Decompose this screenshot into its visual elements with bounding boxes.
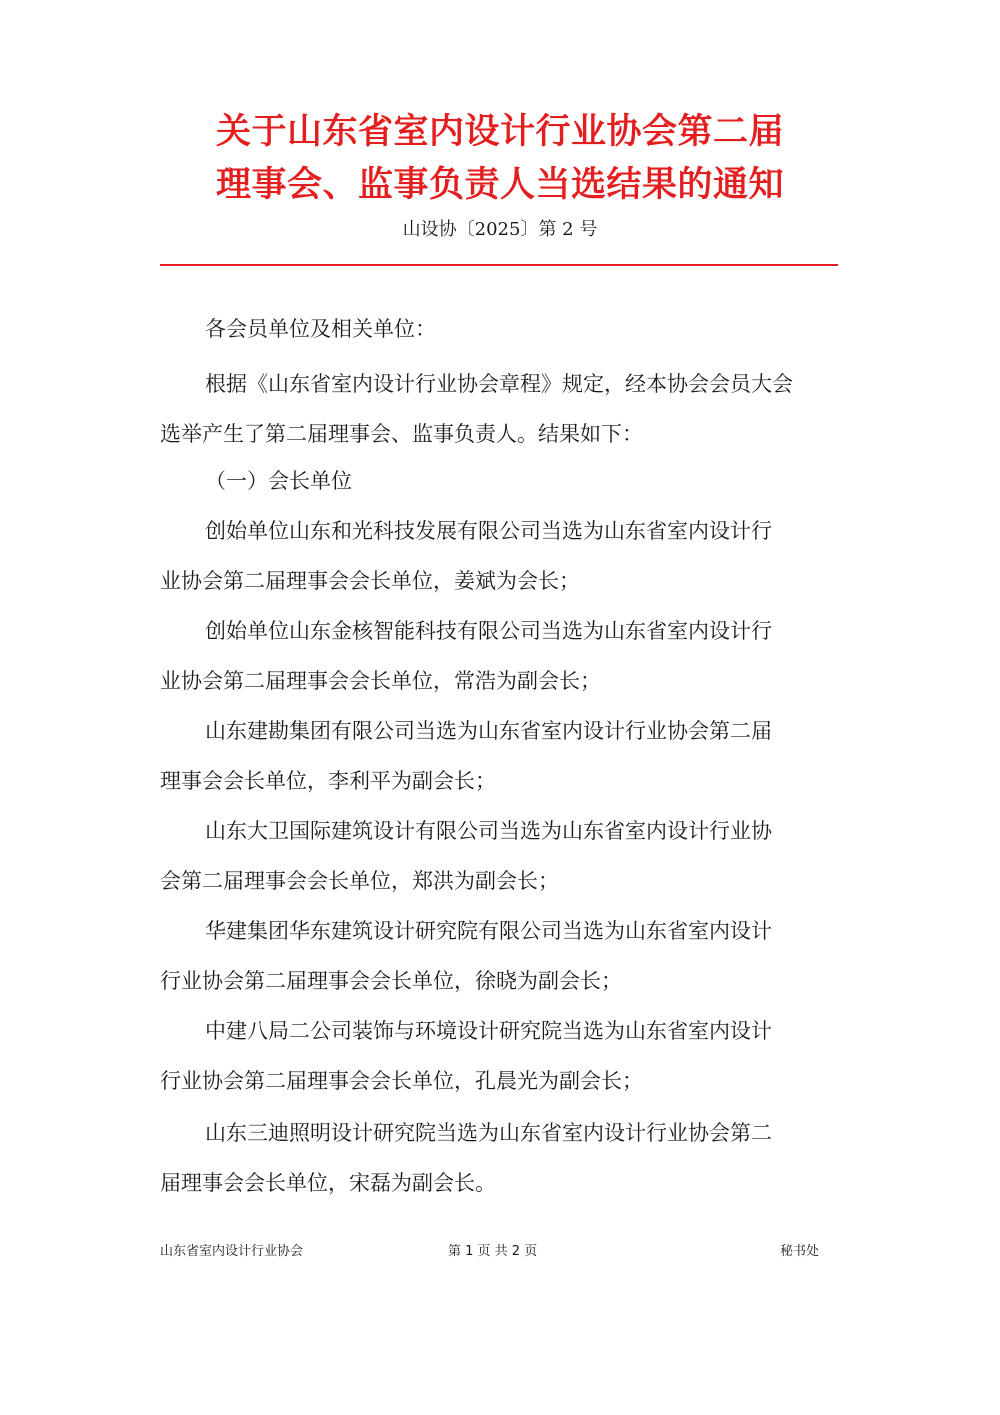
paragraph-7-line-2: 届理事会会长单位，宋磊为副会长。 xyxy=(160,1171,496,1195)
paragraph-7-line-1: 山东三迪照明设计研究院当选为山东省室内设计行业协会第二 xyxy=(205,1121,772,1145)
document-title-line-2: 理事会、监事负责人当选结果的通知 xyxy=(215,165,784,205)
paragraph-4-line-2: 会第二届理事会会长单位，郑洪为副会长； xyxy=(160,869,559,893)
paragraph-6-line-2: 行业协会第二届理事会会长单位，孔晨光为副会长； xyxy=(160,1069,643,1093)
paragraph-3-line-2: 理事会会长单位，李利平为副会长； xyxy=(160,769,496,793)
footer-organization: 山东省室内设计行业协会 xyxy=(160,1244,304,1259)
salutation: 各会员单位及相关单位： xyxy=(205,317,436,341)
paragraph-2-line-1: 创始单位山东金核智能科技有限公司当选为山东省室内设计行 xyxy=(205,619,772,643)
intro-line-1: 根据《山东省室内设计行业协会章程》规定，经本协会会员大会 xyxy=(205,372,793,396)
paragraph-1-line-1: 创始单位山东和光科技发展有限公司当选为山东省室内设计行 xyxy=(205,519,772,543)
paragraph-3-line-1: 山东建勘集团有限公司当选为山东省室内设计行业协会第二届 xyxy=(205,719,772,743)
document-title-line-1: 关于山东省室内设计行业协会第二届 xyxy=(215,112,784,152)
paragraph-4-line-1: 山东大卫国际建筑设计有限公司当选为山东省室内设计行业协 xyxy=(205,819,772,843)
document-number: 山设协〔2025〕第 2 号 xyxy=(402,219,598,240)
paragraph-2-line-2: 业协会第二届理事会会长单位，常浩为副会长； xyxy=(160,669,601,693)
paragraph-5-line-2: 行业协会第二届理事会会长单位，徐晓为副会长； xyxy=(160,969,622,993)
paragraph-5-line-1: 华建集团华东建筑设计研究院有限公司当选为山东省室内设计 xyxy=(205,919,772,943)
intro-line-2: 选举产生了第二届理事会、监事负责人。结果如下： xyxy=(160,422,643,446)
footer-page-indicator: 第 1 页 共 2 页 xyxy=(448,1244,538,1259)
section-heading: （一）会长单位 xyxy=(205,469,352,493)
paragraph-1-line-2: 业协会第二届理事会会长单位，姜斌为会长； xyxy=(160,569,580,593)
footer-department: 秘书处 xyxy=(780,1244,820,1259)
red-header-divider xyxy=(160,264,838,266)
paragraph-6-line-1: 中建八局二公司装饰与环境设计研究院当选为山东省室内设计 xyxy=(205,1019,772,1043)
